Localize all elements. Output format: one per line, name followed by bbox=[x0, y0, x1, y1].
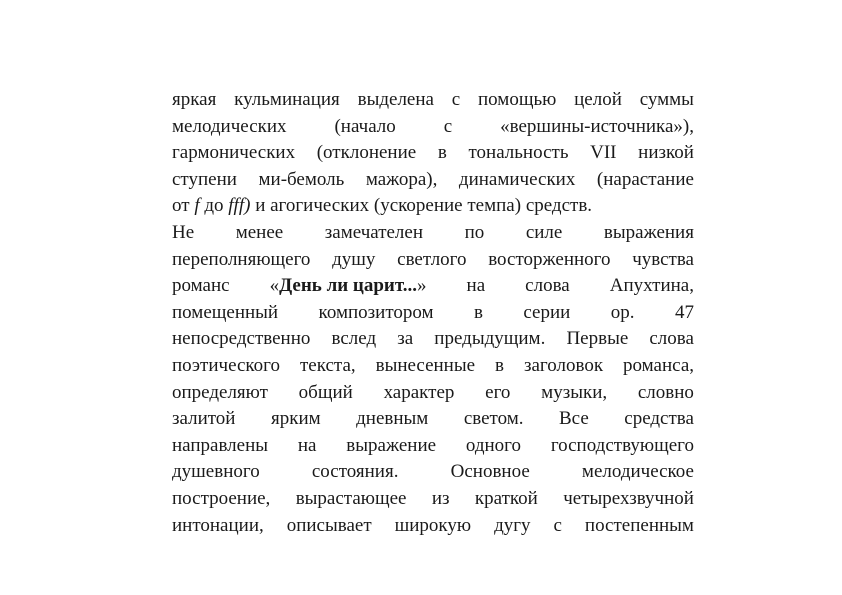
text-line-11: поэтического текста, вынесенные в заголовок романса, bbox=[172, 354, 694, 376]
text-line-5: от f до fff) и агогических (ускорение темпа) средств. bbox=[172, 193, 694, 220]
dynamic-f: f bbox=[194, 195, 200, 217]
dynamic-fff: fff) bbox=[228, 195, 251, 217]
text-line-2: мелодических (начало с «вершины-источника»), bbox=[172, 115, 694, 137]
text-line-15: душевного состояния. Основное мелодическое bbox=[172, 461, 694, 483]
text-line-14: направлены на выражение одного господствующего bbox=[172, 434, 694, 456]
text-line-12: определяют общий характер его музыки, словно bbox=[172, 381, 694, 403]
body-text bbox=[172, 87, 694, 539]
text-line-16: построение, вырастающее из краткой четырехзвучной bbox=[172, 487, 694, 509]
text-line-13: залитой ярким дневным светом. Все средства bbox=[172, 408, 694, 430]
text-line-6: Не менее замечателен по силе выражения bbox=[172, 221, 694, 243]
text-line-8: романс «День ли царит...» на слова Апухтина, bbox=[172, 273, 694, 300]
text-line-10: непосредственно вслед за предыдущим. Первые слова bbox=[172, 328, 694, 350]
text-line-17: интонации, описывает широкую дугу с постепенным bbox=[172, 514, 694, 536]
romance-title: «День ли царит...» bbox=[269, 275, 427, 297]
text-line-7: переполняющего душу светлого восторженного чувства bbox=[172, 248, 694, 270]
text-line-1: яркая кульминация выделена с помощью целой суммы bbox=[172, 89, 694, 110]
text-line-3: гармонических (отклонение в тональность VII низкой bbox=[172, 142, 694, 164]
text-line-4: ступени ми-бемоль мажора), динамических (нарастание bbox=[172, 168, 694, 190]
text-line-9: помещенный композитором в серии ор. 47 bbox=[172, 301, 694, 323]
